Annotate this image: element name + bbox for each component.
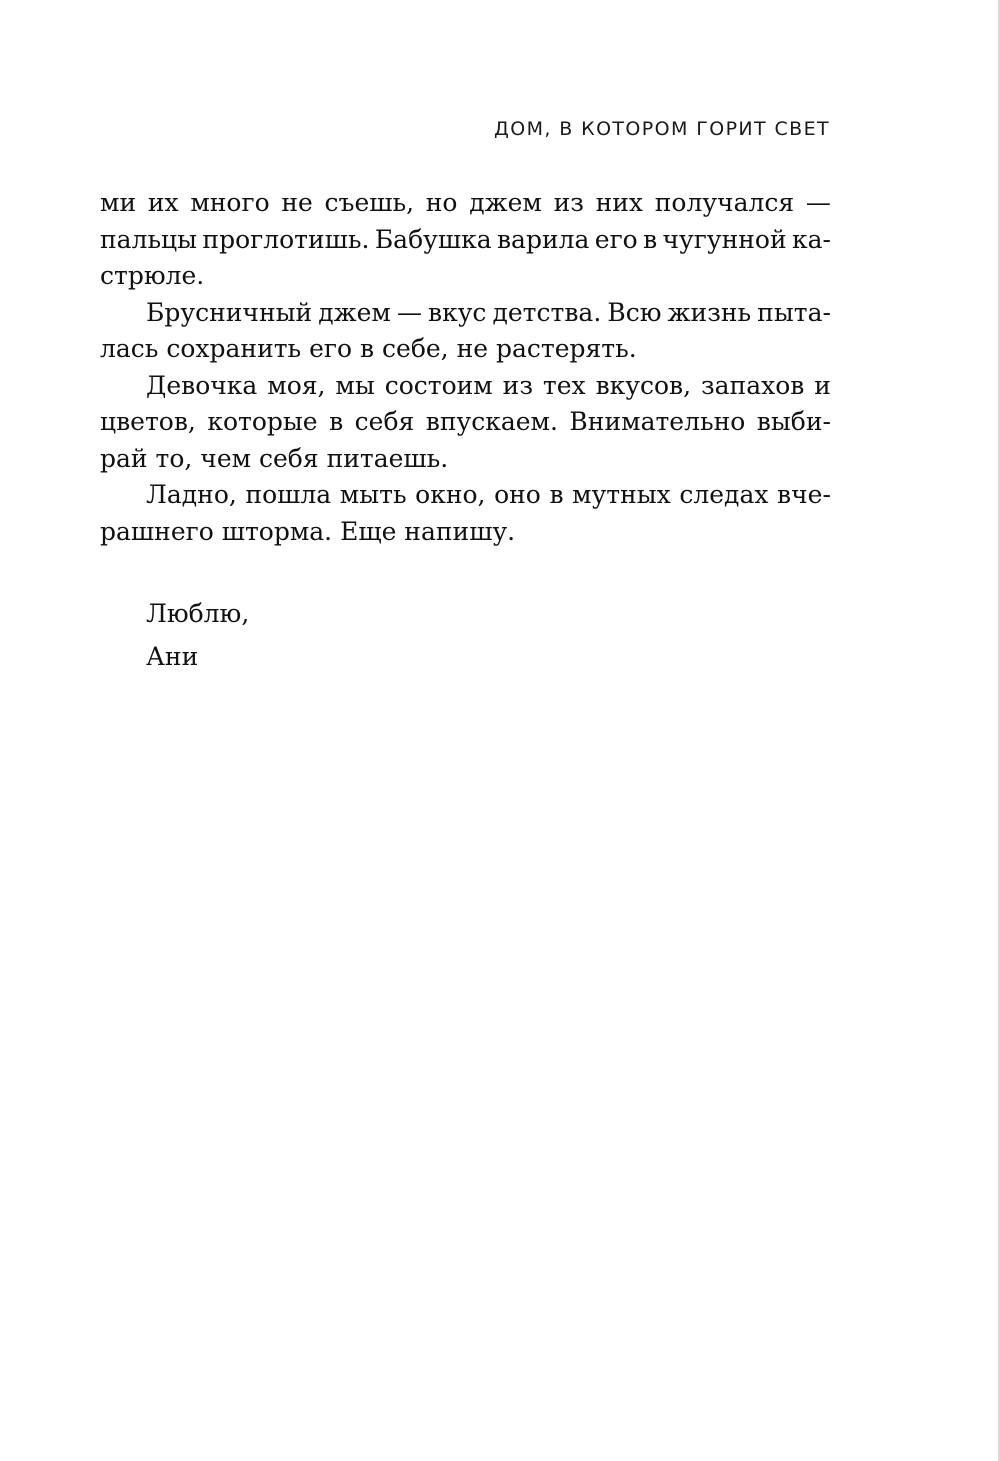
text-line: [100, 404, 831, 441]
word: Бабушка: [374, 224, 492, 254]
word: пошла: [245, 480, 332, 509]
word: не: [281, 188, 313, 217]
text-line: лась сохранить его в себе, не растерять.: [100, 334, 637, 363]
running-header: ДОМ, В КОТОРОМ ГОРИТ СВЕТ: [494, 118, 830, 140]
word: впускаем.: [425, 407, 558, 436]
word: Внимательно: [569, 407, 746, 436]
word: получался: [654, 188, 795, 217]
word: мыть: [339, 480, 407, 509]
word: и: [814, 370, 831, 400]
word: тех: [542, 370, 586, 400]
word: цветов,: [100, 407, 196, 436]
word: ка-: [791, 224, 831, 254]
word: съешь,: [324, 188, 415, 217]
word: ми: [100, 188, 137, 217]
text-line: стрюле.: [100, 261, 205, 290]
word: Девочка: [146, 370, 258, 400]
word: проглотишь.: [202, 224, 370, 254]
word: состоим: [384, 370, 493, 400]
word: которые: [207, 407, 318, 436]
signature-name: Ани: [146, 642, 199, 671]
word: варила: [496, 224, 590, 254]
word: в: [329, 407, 344, 436]
text-line: [100, 222, 831, 259]
word: Брусничный: [146, 297, 313, 327]
word: оно: [494, 480, 541, 509]
word: но: [425, 188, 458, 217]
word: джем: [469, 188, 542, 217]
word: них: [595, 188, 644, 217]
word: следах: [679, 480, 769, 509]
word: вче-: [777, 480, 831, 509]
word: мы: [335, 370, 375, 400]
word: мутных: [572, 480, 671, 509]
text-line: [100, 185, 831, 222]
word: запахов: [701, 370, 805, 400]
word: вкус: [428, 297, 487, 327]
word: себя: [354, 407, 415, 436]
word: из: [553, 188, 584, 217]
text-line: рай то, чем себя питаешь.: [100, 443, 449, 473]
text-line: [100, 368, 831, 405]
word: из: [502, 370, 533, 400]
word: в: [549, 480, 564, 509]
word: жизнь: [667, 297, 752, 327]
word: пальцы: [100, 224, 198, 254]
word: окно,: [415, 480, 486, 509]
word: моя,: [267, 370, 326, 400]
word: детства.: [492, 297, 602, 327]
word: Ладно,: [146, 480, 237, 509]
word: в: [643, 224, 658, 254]
word: его: [594, 224, 638, 254]
text-line: [100, 477, 831, 514]
word: —: [805, 188, 831, 217]
text-line: рашнего шторма. Еще напишу.: [100, 516, 516, 546]
word: Всю: [607, 297, 662, 327]
word: —: [396, 297, 422, 327]
word: много: [190, 188, 270, 217]
text-line: [100, 295, 831, 332]
body-text: [100, 185, 831, 550]
word: вкусов,: [595, 370, 692, 400]
signature-block: [146, 592, 249, 678]
signature-closing: Люблю,: [146, 599, 250, 628]
word: джем: [318, 297, 391, 327]
word: их: [147, 188, 179, 217]
word: чугунной: [662, 224, 787, 254]
word: пыта-: [757, 297, 831, 327]
word: выби-: [756, 407, 831, 436]
